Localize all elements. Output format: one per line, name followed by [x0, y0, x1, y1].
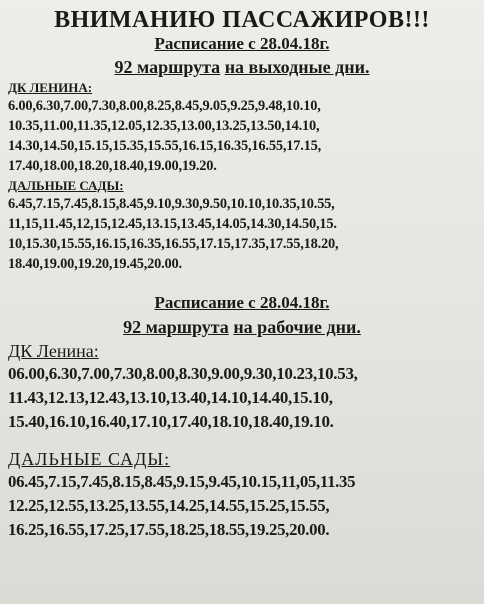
route-title — [8, 316, 476, 338]
times-line: 10.35,11.00,11.35,12.05,12.35,13.00,13.25,13.50,14.10, — [8, 118, 320, 134]
times-line: 17.40,18.00,18.20,18.40,19.00,19.20. — [8, 158, 217, 174]
times-line: 06.00,6.30,7.00,7.30,8.00,8.30,9.00,9.30,10.23,10.53, — [8, 364, 358, 383]
times-line: 18.40,19.00,19.20,19.45,20.00. — [8, 256, 182, 272]
route-number: 92 маршрута — [123, 317, 229, 337]
day-type: на выходные дни. — [224, 57, 370, 77]
times-line: 06.45,7.15,7.45,8.15,8.45,9.15,9.45,10.15,11,05,11.35 — [8, 472, 356, 491]
times-line: 6.45,7.15,7.45,8.15,8.45,9.10,9.30,9.50,10.10,10.35,10.55, — [8, 196, 335, 212]
schedule-title: Расписание с 28.04.18г. — [154, 34, 330, 53]
schedule-title: Расписание с 28.04.18г. — [154, 293, 330, 312]
weekend-schedule — [8, 34, 476, 274]
route-title — [8, 56, 476, 78]
stop-name-dalnie-sady: ДАЛЬНЫЕ САДЫ: — [8, 178, 124, 193]
times-line: 15.40,16.10,16.40,17.10,17.40,18.10,18.40,19.10. — [8, 412, 334, 431]
times-line: 14.30,14.50,15.15,15.35,15.55,16.15,16.35,16.55,17.15, — [8, 138, 321, 154]
times-dalnie-sady — [8, 194, 476, 274]
times-dk-lenina — [8, 96, 476, 176]
times-dk-lenina — [8, 362, 476, 434]
headline: ВНИМАНИЮ ПАССАЖИРОВ!!! — [54, 7, 430, 33]
times-line: 16.25,16.55,17.25,17.55,18.25,18.55,19.25,20.00. — [8, 520, 330, 539]
times-line: 6.00,6.30,7.00,7.30,8.00,8.25,8.45,9.05,9.25,9.48,10.10, — [8, 98, 321, 114]
stop-name-dk-lenina: ДК Ленина: — [8, 341, 99, 361]
stop-name-dalnie-sady: ДАЛЬНЫЕ САДЫ: — [8, 449, 171, 469]
times-line: 12.25,12.55,13.25,13.55,14.25,14.55,15.25,15.55, — [8, 496, 330, 515]
weekday-schedule — [8, 292, 476, 542]
times-line: 11,15,11.45,12,15,12.45,13.15,13.45,14.05,14.30,14.50,15. — [8, 216, 337, 232]
times-line: 10,15.30,15.55,16.15,16.35,16.55,17.15,17.35,17.55,18.20, — [8, 236, 339, 252]
stop-name-dk-lenina: ДК ЛЕНИНА: — [8, 80, 93, 95]
day-type: на рабочие дни. — [233, 317, 361, 337]
times-line: 11.43,12.13,12.43,13.10,13.40,14.10,14.40,15.10, — [8, 388, 333, 407]
route-number: 92 маршрута — [114, 57, 221, 77]
times-dalnie-sady — [8, 470, 476, 542]
